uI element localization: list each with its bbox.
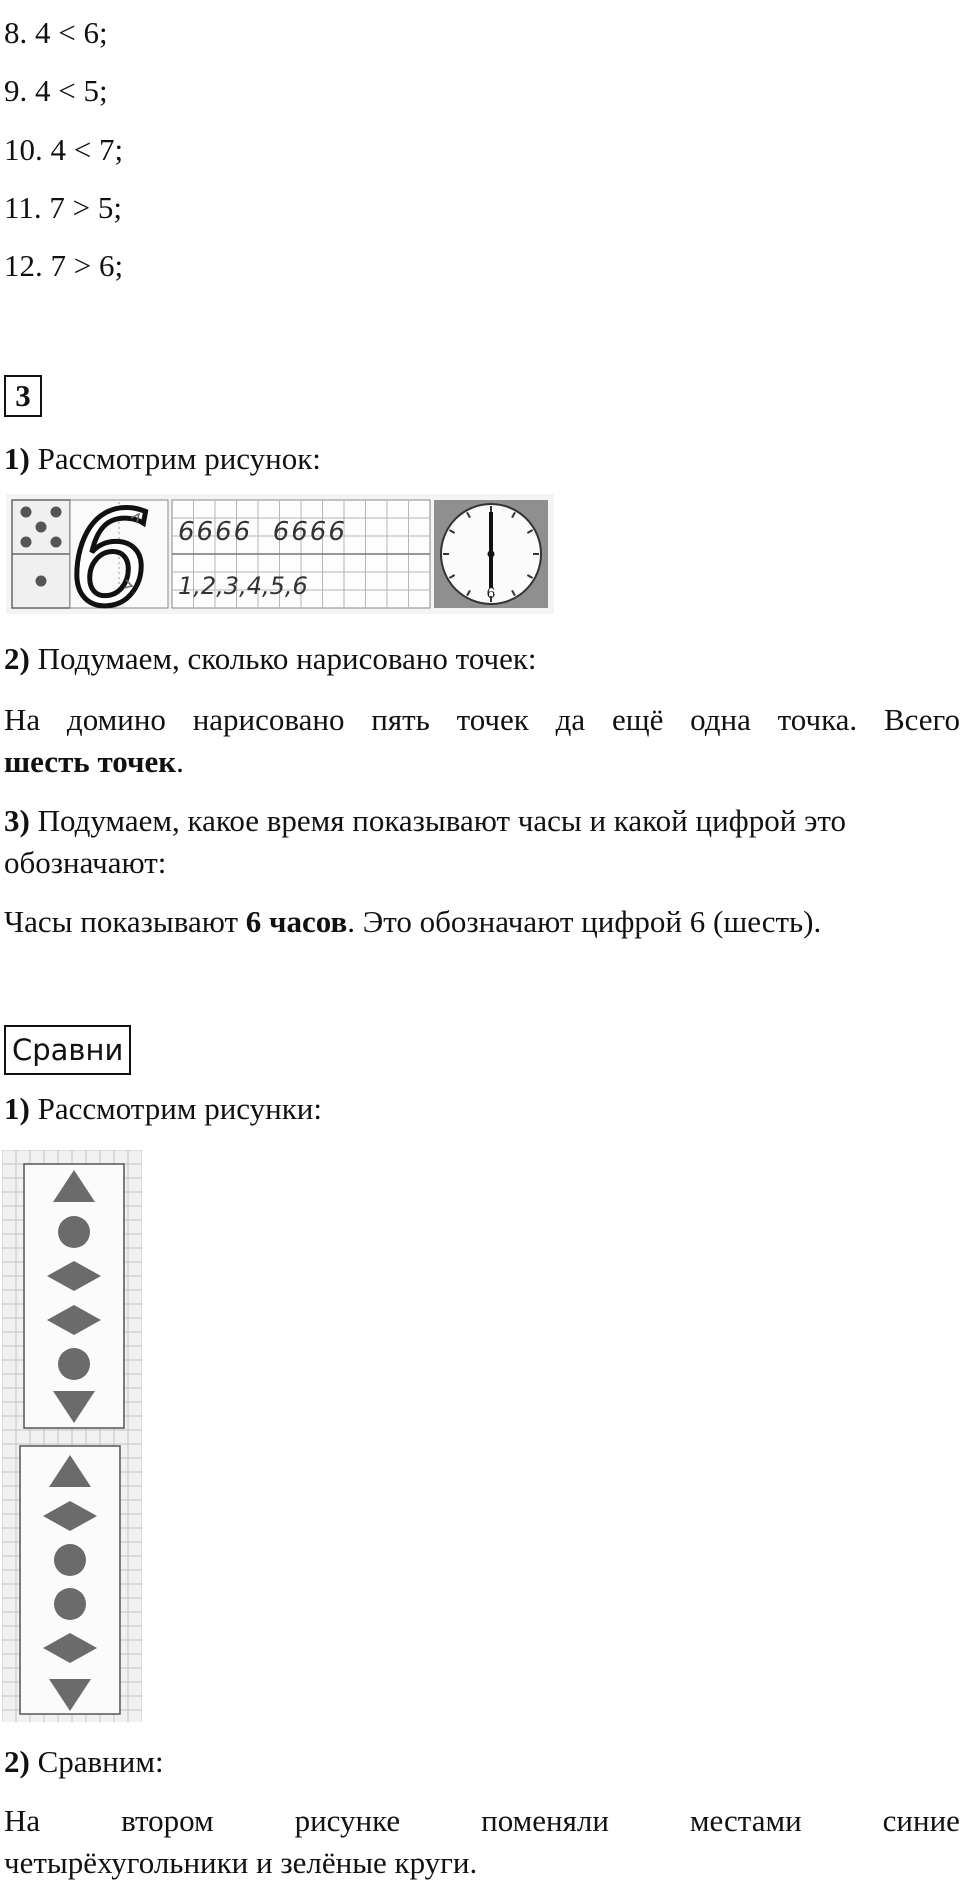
shapes-figure <box>2 1150 142 1722</box>
answer2-line2 <box>4 741 960 783</box>
answer-word: На <box>4 1803 41 1838</box>
step-number: 1) <box>4 1091 30 1126</box>
grid-row-numbers: 1,2,3,4,5,6 <box>178 572 308 600</box>
answer2-line1: На домино нарисовано пять точек да ещё одна точка. Всего <box>4 702 960 737</box>
comparison-line-8: 8. 4 < 6; <box>4 15 108 50</box>
grid-row-sixes: 6666 6666 <box>178 517 347 547</box>
task3-step2 <box>4 640 537 678</box>
big-digit-six: 6 <box>68 494 152 614</box>
step-number: 2) <box>4 641 30 676</box>
answer3-post: . Это обозначают цифрой 6 (шесть). <box>347 904 822 939</box>
task3-figure <box>6 494 554 614</box>
answer-word: рисунке <box>294 1803 401 1838</box>
shape-card-1 <box>24 1164 124 1428</box>
step-number: 3) <box>4 803 30 838</box>
answer3 <box>4 901 960 943</box>
step-text: Сравним: <box>29 1744 164 1779</box>
answer2-bold: шесть точек <box>4 744 177 779</box>
answer-word: втором <box>121 1803 214 1838</box>
compare-answer-line1 <box>4 1800 960 1842</box>
answer-word: местами <box>689 1803 802 1838</box>
compare-step1 <box>4 1090 322 1128</box>
task3-step3-line2: обозначают: <box>4 845 167 880</box>
step-text: Подумаем, какое время показывают часы и какой цифрой это <box>29 803 847 838</box>
comparison-line-9: 9. 4 < 5; <box>4 73 108 108</box>
comparison-line-10: 10. 4 < 7; <box>4 132 124 167</box>
answer-word: синие <box>882 1803 960 1838</box>
step-number: 2) <box>4 1744 30 1779</box>
compare-answer-line2: четырёхугольники и зелёные круги. <box>4 1845 478 1880</box>
step-text: Подумаем, сколько нарисовано точек: <box>29 641 537 676</box>
circle-shape-icon <box>58 1348 90 1380</box>
domino-icon <box>12 500 70 608</box>
answer3-bold: 6 часов <box>245 904 348 939</box>
step-text: Рассмотрим рисунок: <box>29 441 321 476</box>
task3-step1 <box>4 440 321 478</box>
compare-label-box: Сравни <box>4 1025 131 1075</box>
step-number: 1) <box>4 441 30 476</box>
step-text: Рассмотрим рисунки: <box>29 1091 322 1126</box>
writing-grid <box>172 500 430 608</box>
comparison-line-12: 12. 7 > 6; <box>4 248 124 283</box>
answer2-end: . <box>176 744 184 779</box>
answer3-pre: Часы показывают <box>4 904 246 939</box>
circle-shape-icon <box>58 1216 90 1248</box>
big-digit-six-icon <box>69 494 168 614</box>
circle-shape-icon <box>54 1544 86 1576</box>
clock-icon <box>434 500 548 608</box>
answer-word: поменяли <box>481 1803 609 1838</box>
clock-numeral-six: 6 <box>486 586 496 602</box>
compare-step2 <box>4 1743 164 1781</box>
comparison-line-11: 11. 7 > 5; <box>4 190 122 225</box>
task3-step3 <box>4 800 960 842</box>
circle-shape-icon <box>54 1588 86 1620</box>
task-number-box: 3 <box>4 375 42 417</box>
